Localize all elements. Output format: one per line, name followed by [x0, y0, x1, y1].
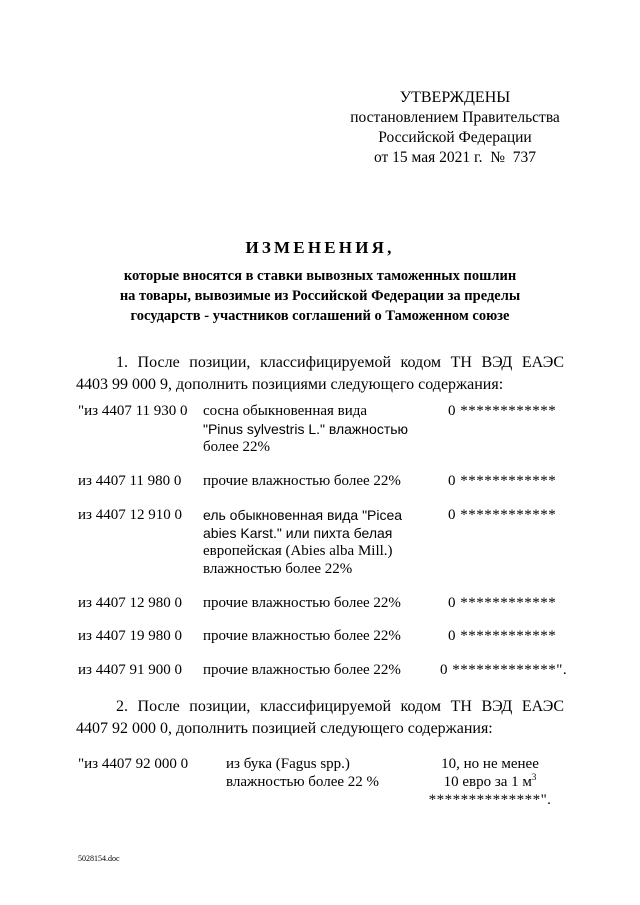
- row-6-desc-line-1: прочие влажностью более 22%: [203, 662, 401, 678]
- row-3-code: из 4407 12 910 0: [78, 507, 182, 523]
- row-5-desc-line-1: прочие влажностью более 22%: [203, 628, 401, 644]
- paragraph-2-line-2: 4407 92 000 0, дополнить позицией следующего содержания:: [76, 720, 493, 737]
- document-title: ИЗМЕНЕНИЯ,: [245, 238, 395, 257]
- row-1-desc-line-3: более 22%: [203, 439, 270, 455]
- row-7-rate-line-3: **************".: [428, 792, 552, 808]
- paragraph-1: [76, 352, 564, 396]
- subtitle-line-2: на товары, вывозимые из Российской Федерации за пределы: [119, 288, 521, 304]
- row-6-code: из 4407 91 900 0: [78, 662, 182, 678]
- footer-filename: 5028154.doc: [78, 854, 120, 863]
- row-7-rate-unit-text: 10 евро за 1 м: [443, 774, 532, 790]
- approval-block: [335, 88, 575, 168]
- approval-line-4: от 15 мая 2021 г. № 737: [373, 149, 537, 166]
- row-5-description: [203, 627, 433, 645]
- row-7-description: [226, 755, 426, 791]
- row-7-rate-superscript: 3: [531, 772, 537, 782]
- paragraph-2-line-1: 2. После позиции, классифицируемой кодом ТН ВЭД ЕАЭС: [116, 698, 564, 715]
- row-3-desc-line-3: европейская (Abies alba Mill.): [203, 543, 393, 559]
- row-7-rate-line-2: [410, 773, 570, 791]
- row-2-code: из 4407 11 980 0: [78, 473, 182, 489]
- row-7-rate-line-1: 10, но не менее: [441, 756, 539, 772]
- row-2-rate: 0 ************: [448, 473, 557, 489]
- approval-line-3: Российской Федерации: [378, 129, 532, 146]
- row-6-description: [203, 661, 433, 679]
- row-5-rate: 0 ************: [448, 628, 557, 644]
- row-1-desc-line-1: сосна обыкновенная вида: [203, 403, 368, 419]
- row-6-rate: 0 *************".: [440, 662, 568, 678]
- row-2-description: [203, 472, 433, 490]
- paragraph-1-line-2: 4403 99 000 9, дополнить позициями следующего содержания:: [76, 376, 504, 393]
- row-1-rate: 0 ************: [448, 403, 557, 419]
- subtitle-line-3: государств - участников соглашений о Таможенном союзе: [130, 308, 510, 324]
- subtitle-line-1: которые вносятся в ставки вывозных таможенных пошлин: [123, 268, 517, 284]
- row-3-desc-line-2: abies Karst." или пихта белая: [203, 525, 393, 541]
- document-subtitle: [0, 266, 640, 326]
- row-7-code: "из 4407 92 000 0: [78, 756, 189, 772]
- paragraph-2: [76, 696, 564, 740]
- row-3-desc-line-4: влажностью более 22%: [203, 561, 353, 577]
- row-3-rate: 0 ************: [448, 507, 557, 523]
- row-1-code: "из 4407 11 930 0: [78, 403, 188, 419]
- row-7-desc-line-1: из бука (Fagus spp.): [226, 756, 350, 772]
- approval-title: УТВЕРЖДЕНЫ: [399, 89, 511, 106]
- row-4-description: [203, 594, 433, 612]
- row-4-code: из 4407 12 980 0: [78, 595, 182, 611]
- paragraph-1-line-1: 1. После позиции, классифицируемой кодом ТН ВЭД ЕАЭС: [116, 354, 564, 371]
- row-3-description: [203, 506, 433, 578]
- row-1-desc-line-2: "Pinus sylvestris L." влажностью: [203, 421, 409, 437]
- row-7-rate: [410, 755, 570, 809]
- row-4-desc-line-1: прочие влажностью более 22%: [203, 595, 401, 611]
- row-5-code: из 4407 19 980 0: [78, 628, 182, 644]
- row-3-desc-line-1: ель обыкновенная вида "Picea: [203, 507, 403, 523]
- row-2-desc-line-1: прочие влажностью более 22%: [203, 473, 401, 489]
- approval-line-2: постановлением Правительства: [350, 109, 560, 126]
- row-4-rate: 0 ************: [448, 595, 557, 611]
- row-1-description: [203, 402, 433, 456]
- row-7-desc-line-2: влажностью более 22 %: [226, 774, 380, 790]
